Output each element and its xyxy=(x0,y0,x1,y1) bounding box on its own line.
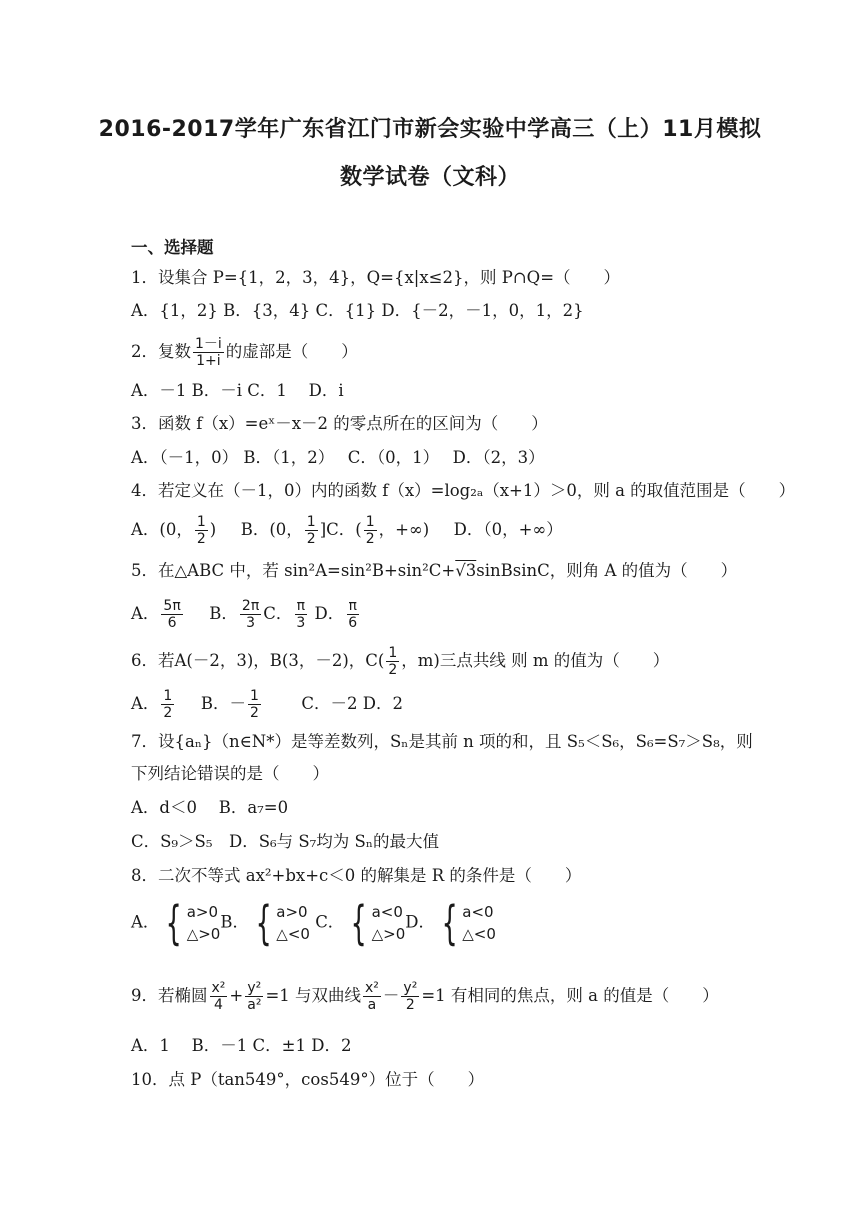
q2-suffix: 的虚部是（ ） xyxy=(225,342,358,361)
q4-a-den: 2 xyxy=(196,531,206,547)
q8-stem: 8．二次不等式 ax²+bx+c＜0 的解集是 R 的条件是（ ） xyxy=(131,866,582,885)
q6-frac-den: 2 xyxy=(388,662,398,678)
q5-sqrt3: √3 xyxy=(455,561,477,580)
exam-title-line-2: 数学试卷（文科） xyxy=(339,165,520,190)
q8-b-row2: △<0 xyxy=(276,925,310,943)
q6-rest-options: C．－2 D．2 xyxy=(301,694,404,713)
q9-minus: － xyxy=(382,986,400,1005)
q3-options: A．（－1，0） B．（1，2） C．（0，1） D．（2，3） xyxy=(131,448,545,467)
q5-a-den: 6 xyxy=(167,615,177,631)
q9-frac-3 xyxy=(363,980,381,1013)
q6-a-den: 2 xyxy=(163,705,173,721)
q10-stem: 10．点 P（tan549°，cos549°）位于（ ） xyxy=(131,1070,485,1089)
q5-options xyxy=(131,598,361,631)
q9-frac-4 xyxy=(401,980,419,1013)
q9-f4-den: 2 xyxy=(405,997,415,1013)
q1-options: A．{1，2} B．{3，4} C．{1} D．{－2，－1，0，1，2} xyxy=(131,301,584,320)
q6-fraction xyxy=(386,645,399,678)
q2-frac-num: 1－i xyxy=(195,336,222,352)
q5-a-num: 5π xyxy=(163,598,181,614)
q4-c-close: ，+∞) xyxy=(378,520,430,539)
q8-c-row2: △>0 xyxy=(371,925,406,943)
q4-a-close: ) xyxy=(209,520,217,539)
q5-c-num: π xyxy=(296,598,306,614)
q6-stem-b: ，m)三点共线 则 m 的值为（ ） xyxy=(401,651,670,670)
q8-b-system xyxy=(249,896,310,950)
q6-a-label: A． xyxy=(131,694,160,713)
q7-stem-line-1: 7．设{aₙ}（n∈N*）是等差数列，Sₙ是其前 n 项的和，且 S₅＜S₆，S₆=S₇＞S₈，则 xyxy=(131,732,753,751)
q6-b-sign: － xyxy=(229,694,246,713)
left-brace-icon: { xyxy=(441,896,458,950)
q2-frac-den: 1+i xyxy=(196,353,221,369)
q9-f1-num: x² xyxy=(211,980,226,996)
q6-options xyxy=(131,688,403,721)
q7-options-1: A．d＜0 B．a₇=0 xyxy=(131,798,289,817)
q5-b-label: B． xyxy=(209,604,238,623)
q5-d-fraction xyxy=(346,598,359,631)
q5-a-fraction xyxy=(161,598,182,631)
q8-d-label: D． xyxy=(405,912,435,932)
q9-f3-den: a xyxy=(367,997,377,1013)
left-brace-icon: { xyxy=(350,896,368,950)
q9-f1-den: 4 xyxy=(213,997,223,1013)
q4-a-fraction xyxy=(195,514,208,547)
q7-options-2: C．S₉＞S₅ D．S₆与 S₇均为 Sₙ的最大值 xyxy=(131,832,439,851)
q4-a-open: (0， xyxy=(159,520,193,539)
q5-b-num: 2π xyxy=(241,598,260,614)
q5-a-label: A． xyxy=(131,604,160,623)
q8-a-row1: a>0 xyxy=(186,903,219,921)
q8-b-row1: a>0 xyxy=(276,903,308,921)
q8-b-label: B． xyxy=(220,912,249,932)
q5-c-label: C． xyxy=(263,604,293,623)
q4-c-open: ( xyxy=(355,520,362,539)
exam-title-line-1: 2016-2017学年广东省江门市新会实验中学高三（上）11月模拟 xyxy=(98,117,762,142)
q8-d-row2: △<0 xyxy=(462,925,496,943)
q2-prefix: 2．复数 xyxy=(131,342,191,361)
left-brace-icon: { xyxy=(166,896,183,950)
q8-d-row1: a<0 xyxy=(462,903,494,921)
q6-a-fraction xyxy=(161,688,174,721)
q8-a-label: A． xyxy=(131,912,160,932)
q5-stem-a: 5．在△ABC 中，若 sin²A=sin²B+sin²C+ xyxy=(131,561,456,580)
q6-b-label: B． xyxy=(200,694,230,713)
q9-f2-den: a² xyxy=(247,997,262,1013)
q5-stem-b: sinBsinC，则角 A 的值为（ ） xyxy=(476,561,738,580)
q9-stem xyxy=(131,980,719,1013)
q4-c-label: C． xyxy=(326,520,356,539)
q8-c-row1: a<0 xyxy=(371,903,403,921)
q5-d-den: 6 xyxy=(348,615,358,631)
q4-a-label: A． xyxy=(131,520,160,539)
q6-a-num: 1 xyxy=(163,688,173,704)
q6-frac-num: 1 xyxy=(388,645,398,661)
q9-frac-2 xyxy=(245,980,263,1013)
q5-b-den: 3 xyxy=(246,615,256,631)
q4-b-num: 1 xyxy=(306,514,316,530)
q8-a-row2: △>0 xyxy=(186,925,221,943)
q5-c-fraction xyxy=(294,598,307,631)
q5-b-fraction xyxy=(240,598,261,631)
q4-b-open: (0， xyxy=(269,520,303,539)
q9-frac-1 xyxy=(210,980,228,1013)
q6-b-den: 2 xyxy=(249,705,259,721)
q8-d-system xyxy=(435,896,496,950)
q6-b-num: 1 xyxy=(249,688,259,704)
q5-d-label: D． xyxy=(314,604,345,623)
q5-stem xyxy=(131,559,737,583)
q9-mid: =1 与双曲线 xyxy=(265,986,362,1005)
q9-plus: + xyxy=(229,986,244,1005)
q6-b-fraction xyxy=(248,688,261,721)
q2-stem xyxy=(131,336,358,369)
q8-c-system xyxy=(344,896,406,950)
q5-d-num: π xyxy=(348,598,357,614)
q8-c-label: C． xyxy=(315,912,345,932)
q8-options xyxy=(131,896,496,950)
q4-stem: 4．若定义在（－1，0）内的函数 f（x）=log₂ₐ（x+1）＞0，则 a 的取值范围是（ ） xyxy=(131,481,796,500)
q4-c-den: 2 xyxy=(365,531,375,547)
section-heading: 一、选择题 xyxy=(131,238,214,257)
q9-prefix: 9．若椭圆 xyxy=(131,986,208,1005)
q9-f2-num: y² xyxy=(247,980,262,996)
q8-a-system xyxy=(159,896,221,950)
left-brace-icon: { xyxy=(255,896,272,950)
q4-options xyxy=(131,514,563,547)
q3-stem: 3．函数 f（x）=eˣ－x－2 的零点所在的区间为（ ） xyxy=(131,414,548,433)
q9-suffix: =1 有相同的焦点，则 a 的值是（ ） xyxy=(421,986,719,1005)
q4-c-fraction xyxy=(364,514,377,547)
q9-f3-num: x² xyxy=(365,980,379,996)
q6-stem xyxy=(131,645,669,678)
q9-options: A．1 B．－1 C．±1 D．2 xyxy=(131,1036,352,1055)
q1-stem: 1．设集合 P={1，2，3，4}，Q={x|x≤2}，则 P∩Q=（ ） xyxy=(131,268,621,287)
q4-a-num: 1 xyxy=(196,514,206,530)
q4-d-option: D．（0，+∞） xyxy=(453,520,563,539)
q4-b-close: ] xyxy=(319,520,327,539)
q4-b-fraction xyxy=(305,514,318,547)
q4-b-label: B． xyxy=(240,520,270,539)
q2-options: A．－1 B．－i C．1 D．i xyxy=(131,381,344,400)
q2-fraction xyxy=(193,336,224,369)
q7-stem-line-2: 下列结论错误的是（ ） xyxy=(131,764,329,783)
q4-b-den: 2 xyxy=(306,531,316,547)
q6-stem-a: 6．若A(－2，3)，B(3，－2)，C( xyxy=(131,651,385,670)
q9-f4-num: y² xyxy=(403,980,418,996)
q5-c-den: 3 xyxy=(296,615,306,631)
q4-c-num: 1 xyxy=(365,514,375,530)
